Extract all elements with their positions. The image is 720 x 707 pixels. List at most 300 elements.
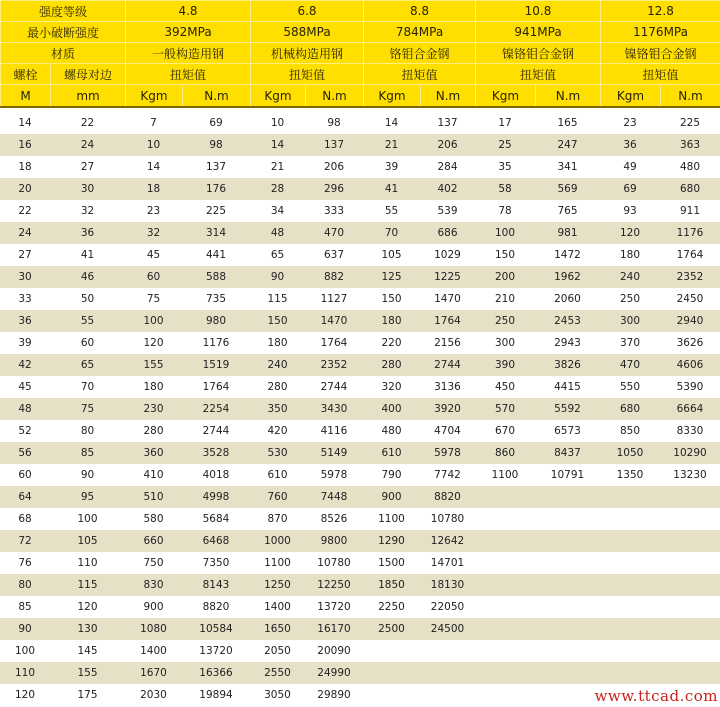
table-cell: 1225: [420, 266, 475, 288]
table-cell: [660, 552, 720, 574]
table-cell: 333: [305, 200, 363, 222]
table-cell: 20090: [305, 640, 363, 662]
table-cell: 3050: [250, 684, 305, 706]
table-cell: 41: [50, 244, 125, 266]
table-cell: 150: [475, 244, 535, 266]
material-4-8: 一般构造用钢: [126, 43, 251, 64]
table-cell: 120: [50, 596, 125, 618]
table-row: [0, 640, 720, 662]
table-cell: [660, 618, 720, 640]
torque-label-6-8: 扭矩值: [251, 64, 364, 85]
strength-12-8: 1176MPa: [601, 22, 720, 43]
table-cell: 1500: [363, 552, 420, 574]
unit-row: [1, 85, 720, 108]
table-row: [0, 178, 720, 200]
table-cell: [600, 574, 660, 596]
table-cell: 48: [0, 398, 50, 420]
table-cell: 13720: [305, 596, 363, 618]
grade-10-8: 10.8: [476, 1, 601, 22]
table-cell: 8820: [420, 486, 475, 508]
table-cell: 670: [475, 420, 535, 442]
table-cell: 8820: [182, 596, 250, 618]
table-cell: 24500: [420, 618, 475, 640]
strength-6-8: 588MPa: [251, 22, 364, 43]
table-cell: 539: [420, 200, 475, 222]
table-cell: 137: [305, 134, 363, 156]
table-cell: 296: [305, 178, 363, 200]
table-cell: 100: [0, 640, 50, 662]
table-cell: 130: [50, 618, 125, 640]
table-cell: 1400: [125, 640, 182, 662]
table-cell: 35: [475, 156, 535, 178]
table-cell: 206: [305, 156, 363, 178]
table-cell: 6468: [182, 530, 250, 552]
table-cell: 120: [600, 222, 660, 244]
table-cell: [475, 596, 535, 618]
table-cell: 1519: [182, 354, 250, 376]
table-cell: [535, 530, 600, 552]
grade-12-8: 12.8: [601, 1, 720, 22]
table-cell: 13230: [660, 464, 720, 486]
table-cell: [475, 618, 535, 640]
table-cell: [535, 640, 600, 662]
table-cell: 7350: [182, 552, 250, 574]
table-cell: 8526: [305, 508, 363, 530]
table-cell: 10780: [305, 552, 363, 574]
table-row: [0, 530, 720, 552]
table-cell: 10584: [182, 618, 250, 640]
table-cell: 72: [0, 530, 50, 552]
table-cell: 341: [535, 156, 600, 178]
table-cell: 5149: [305, 442, 363, 464]
table-cell: 98: [305, 112, 363, 134]
table-cell: [475, 684, 535, 706]
table-cell: 1250: [250, 574, 305, 596]
table-cell: 180: [363, 310, 420, 332]
table-cell: 1100: [475, 464, 535, 486]
table-cell: 49: [600, 156, 660, 178]
table-cell: 36: [50, 222, 125, 244]
table-cell: 110: [0, 662, 50, 684]
material-10-8: 镍铬钼合金钢: [476, 43, 601, 64]
table-row: [0, 156, 720, 178]
table-cell: 110: [50, 552, 125, 574]
table-cell: 5390: [660, 376, 720, 398]
table-cell: 165: [535, 112, 600, 134]
table-cell: 1470: [420, 288, 475, 310]
table-cell: 280: [125, 420, 182, 442]
table-cell: 610: [363, 442, 420, 464]
table-cell: 1000: [250, 530, 305, 552]
table-cell: 90: [250, 266, 305, 288]
table-cell: 660: [125, 530, 182, 552]
table-cell: 4415: [535, 376, 600, 398]
table-cell: [420, 684, 475, 706]
table-row: [0, 288, 720, 310]
table-cell: 93: [600, 200, 660, 222]
table-cell: 12642: [420, 530, 475, 552]
table-cell: 100: [50, 508, 125, 530]
table-cell: 6573: [535, 420, 600, 442]
nut-unit: mm: [51, 85, 126, 108]
table-cell: 1080: [125, 618, 182, 640]
table-cell: 10290: [660, 442, 720, 464]
table-row: [0, 200, 720, 222]
table-cell: 7742: [420, 464, 475, 486]
bolt-label: 螺栓: [1, 64, 51, 85]
table-row: [0, 596, 720, 618]
table-cell: 45: [125, 244, 182, 266]
table-row: [0, 310, 720, 332]
table-cell: 569: [535, 178, 600, 200]
table-cell: 320: [363, 376, 420, 398]
torque-label-row: [1, 64, 720, 85]
table-cell: 155: [50, 662, 125, 684]
table-cell: 480: [660, 156, 720, 178]
table-cell: 65: [50, 354, 125, 376]
table-cell: 32: [125, 222, 182, 244]
table-cell: 1764: [182, 376, 250, 398]
table-cell: 125: [363, 266, 420, 288]
table-cell: 765: [535, 200, 600, 222]
table-cell: [420, 640, 475, 662]
table-cell: 5592: [535, 398, 600, 420]
table-cell: 300: [600, 310, 660, 332]
table-cell: [475, 640, 535, 662]
table-cell: 370: [600, 332, 660, 354]
torque-table-header: [0, 0, 720, 108]
table-cell: [660, 662, 720, 684]
table-row: [0, 244, 720, 266]
table-cell: [660, 640, 720, 662]
table-cell: 105: [363, 244, 420, 266]
table-cell: 1764: [660, 244, 720, 266]
table-cell: 85: [50, 442, 125, 464]
table-cell: 10780: [420, 508, 475, 530]
table-cell: [475, 662, 535, 684]
table-cell: 1764: [305, 332, 363, 354]
table-cell: 735: [182, 288, 250, 310]
table-cell: [363, 640, 420, 662]
table-cell: 1764: [420, 310, 475, 332]
table-cell: 870: [250, 508, 305, 530]
table-cell: 18: [0, 156, 50, 178]
table-row: [0, 376, 720, 398]
table-cell: 900: [125, 596, 182, 618]
grade-8-8: 8.8: [364, 1, 476, 22]
table-cell: 36: [0, 310, 50, 332]
table-cell: 2550: [250, 662, 305, 684]
table-cell: 23: [600, 112, 660, 134]
table-cell: 45: [0, 376, 50, 398]
table-cell: 2060: [535, 288, 600, 310]
table-cell: 155: [125, 354, 182, 376]
table-cell: 12250: [305, 574, 363, 596]
table-cell: 1472: [535, 244, 600, 266]
table-cell: 23: [125, 200, 182, 222]
table-cell: 64: [0, 486, 50, 508]
table-cell: 420: [250, 420, 305, 442]
table-cell: 14: [250, 134, 305, 156]
material-6-8: 机械构造用钢: [251, 43, 364, 64]
table-cell: 14: [125, 156, 182, 178]
table-cell: 5978: [305, 464, 363, 486]
table-cell: 2744: [305, 376, 363, 398]
table-cell: 1962: [535, 266, 600, 288]
table-cell: 10: [250, 112, 305, 134]
table-cell: 225: [182, 200, 250, 222]
table-cell: 100: [475, 222, 535, 244]
table-cell: 7: [125, 112, 182, 134]
table-cell: 76: [0, 552, 50, 574]
table-cell: 4116: [305, 420, 363, 442]
unit-nm: N.m: [536, 85, 601, 108]
table-cell: 145: [50, 640, 125, 662]
table-cell: 760: [250, 486, 305, 508]
table-cell: [535, 684, 600, 706]
table-cell: 450: [475, 376, 535, 398]
table-cell: [535, 486, 600, 508]
table-cell: 2943: [535, 332, 600, 354]
table-cell: 120: [0, 684, 50, 706]
table-cell: 75: [125, 288, 182, 310]
table-cell: 36: [600, 134, 660, 156]
table-cell: 120: [125, 332, 182, 354]
table-cell: 1470: [305, 310, 363, 332]
table-cell: 22: [0, 200, 50, 222]
table-cell: [535, 552, 600, 574]
table-cell: 14: [363, 112, 420, 134]
table-row: [0, 332, 720, 354]
table-cell: 3826: [535, 354, 600, 376]
table-cell: 90: [0, 618, 50, 640]
table-cell: 70: [50, 376, 125, 398]
unit-nm: N.m: [421, 85, 476, 108]
table-cell: [363, 684, 420, 706]
watermark: www.ttcad.com: [594, 687, 718, 705]
table-cell: 9800: [305, 530, 363, 552]
table-cell: 27: [50, 156, 125, 178]
table-cell: 200: [475, 266, 535, 288]
table-cell: [600, 596, 660, 618]
material-12-8: 镍铬钼合金钢: [601, 43, 720, 64]
table-cell: [475, 552, 535, 574]
table-cell: 314: [182, 222, 250, 244]
table-cell: 900: [363, 486, 420, 508]
table-cell: 90: [50, 464, 125, 486]
table-cell: 6664: [660, 398, 720, 420]
table-row: [0, 442, 720, 464]
strength-10-8: 941MPa: [476, 22, 601, 43]
strength-label: 最小破断强度: [1, 22, 126, 43]
unit-nm: N.m: [183, 85, 251, 108]
table-cell: 30: [0, 266, 50, 288]
table-cell: 247: [535, 134, 600, 156]
table-cell: 2030: [125, 684, 182, 706]
table-cell: 2254: [182, 398, 250, 420]
table-cell: 2744: [420, 354, 475, 376]
table-cell: 280: [363, 354, 420, 376]
table-cell: 1290: [363, 530, 420, 552]
table-cell: [660, 530, 720, 552]
table-cell: 860: [475, 442, 535, 464]
unit-nm: N.m: [306, 85, 364, 108]
table-cell: 882: [305, 266, 363, 288]
table-row: [0, 618, 720, 640]
table-cell: [600, 552, 660, 574]
table-cell: 21: [250, 156, 305, 178]
table-cell: 1650: [250, 618, 305, 640]
table-cell: 230: [125, 398, 182, 420]
table-cell: 180: [600, 244, 660, 266]
table-cell: 284: [420, 156, 475, 178]
table-cell: 588: [182, 266, 250, 288]
unit-kgm: Kgm: [601, 85, 661, 108]
table-cell: [475, 508, 535, 530]
strength-4-8: 392MPa: [126, 22, 251, 43]
table-cell: 510: [125, 486, 182, 508]
table-cell: 10: [125, 134, 182, 156]
table-cell: 850: [600, 420, 660, 442]
strength-row: [1, 22, 720, 43]
table-cell: 2500: [363, 618, 420, 640]
table-cell: 3430: [305, 398, 363, 420]
unit-kgm: Kgm: [251, 85, 306, 108]
torque-label-4-8: 扭矩值: [126, 64, 251, 85]
table-cell: 4018: [182, 464, 250, 486]
unit-nm: N.m: [661, 85, 720, 108]
table-cell: 2940: [660, 310, 720, 332]
table-cell: 55: [363, 200, 420, 222]
table-cell: [475, 486, 535, 508]
torque-label-12-8: 扭矩值: [601, 64, 720, 85]
table-cell: 48: [250, 222, 305, 244]
table-row: [0, 266, 720, 288]
table-cell: 2352: [660, 266, 720, 288]
table-cell: 58: [475, 178, 535, 200]
table-cell: 176: [182, 178, 250, 200]
table-cell: 981: [535, 222, 600, 244]
table-cell: 470: [600, 354, 660, 376]
table-cell: 225: [660, 112, 720, 134]
table-cell: 18: [125, 178, 182, 200]
table-cell: 1670: [125, 662, 182, 684]
table-cell: 150: [363, 288, 420, 310]
table-cell: [600, 618, 660, 640]
table-cell: 41: [363, 178, 420, 200]
table-cell: 240: [600, 266, 660, 288]
table-cell: 550: [600, 376, 660, 398]
table-cell: [660, 574, 720, 596]
table-row: [0, 662, 720, 684]
table-cell: 7448: [305, 486, 363, 508]
table-cell: 180: [125, 376, 182, 398]
table-cell: 32: [50, 200, 125, 222]
grade-row: [1, 1, 720, 22]
table-cell: 1100: [363, 508, 420, 530]
table-cell: 14: [0, 112, 50, 134]
table-cell: 68: [0, 508, 50, 530]
bolt-unit: M: [1, 85, 51, 108]
table-cell: 911: [660, 200, 720, 222]
table-cell: 30: [50, 178, 125, 200]
material-row: [1, 43, 720, 64]
table-cell: [600, 662, 660, 684]
table-cell: 363: [660, 134, 720, 156]
table-cell: 4704: [420, 420, 475, 442]
unit-kgm: Kgm: [476, 85, 536, 108]
strength-8-8: 784MPa: [364, 22, 476, 43]
table-cell: 680: [600, 398, 660, 420]
material-label: 材质: [1, 43, 126, 64]
table-cell: 210: [475, 288, 535, 310]
table-rows: [0, 112, 720, 706]
table-cell: 790: [363, 464, 420, 486]
table-cell: [535, 574, 600, 596]
grade-label: 强度等级: [1, 1, 126, 22]
table-cell: 39: [363, 156, 420, 178]
table-cell: 240: [250, 354, 305, 376]
table-cell: 1127: [305, 288, 363, 310]
table-cell: 69: [182, 112, 250, 134]
table-cell: 24990: [305, 662, 363, 684]
table-cell: 25: [475, 134, 535, 156]
material-8-8: 铬钼合金钢: [364, 43, 476, 64]
table-row: [0, 464, 720, 486]
table-cell: 75: [50, 398, 125, 420]
table-cell: 3920: [420, 398, 475, 420]
table-cell: 686: [420, 222, 475, 244]
table-cell: 29890: [305, 684, 363, 706]
table-cell: [600, 486, 660, 508]
table-cell: 1176: [182, 332, 250, 354]
table-cell: 5684: [182, 508, 250, 530]
table-cell: 60: [50, 332, 125, 354]
table-cell: 27: [0, 244, 50, 266]
table-cell: [475, 530, 535, 552]
table-row: [0, 354, 720, 376]
table-cell: 390: [475, 354, 535, 376]
table-cell: 46: [50, 266, 125, 288]
table-cell: 250: [600, 288, 660, 310]
table-cell: 39: [0, 332, 50, 354]
table-cell: 20: [0, 178, 50, 200]
table-row: [0, 486, 720, 508]
table-cell: 24: [0, 222, 50, 244]
table-cell: 28: [250, 178, 305, 200]
table-cell: 8143: [182, 574, 250, 596]
table-cell: 115: [250, 288, 305, 310]
table-cell: 3626: [660, 332, 720, 354]
table-row: [0, 574, 720, 596]
table-cell: 69: [600, 178, 660, 200]
table-row: [0, 552, 720, 574]
table-cell: 300: [475, 332, 535, 354]
table-cell: 4606: [660, 354, 720, 376]
table-cell: 350: [250, 398, 305, 420]
table-cell: 98: [182, 134, 250, 156]
table-cell: 2744: [182, 420, 250, 442]
table-row: [0, 508, 720, 530]
table-cell: [535, 662, 600, 684]
table-cell: 4998: [182, 486, 250, 508]
table-cell: 55: [50, 310, 125, 332]
table-cell: [660, 596, 720, 618]
table-cell: 80: [0, 574, 50, 596]
table-cell: 3528: [182, 442, 250, 464]
unit-kgm: Kgm: [364, 85, 421, 108]
table-cell: 400: [363, 398, 420, 420]
